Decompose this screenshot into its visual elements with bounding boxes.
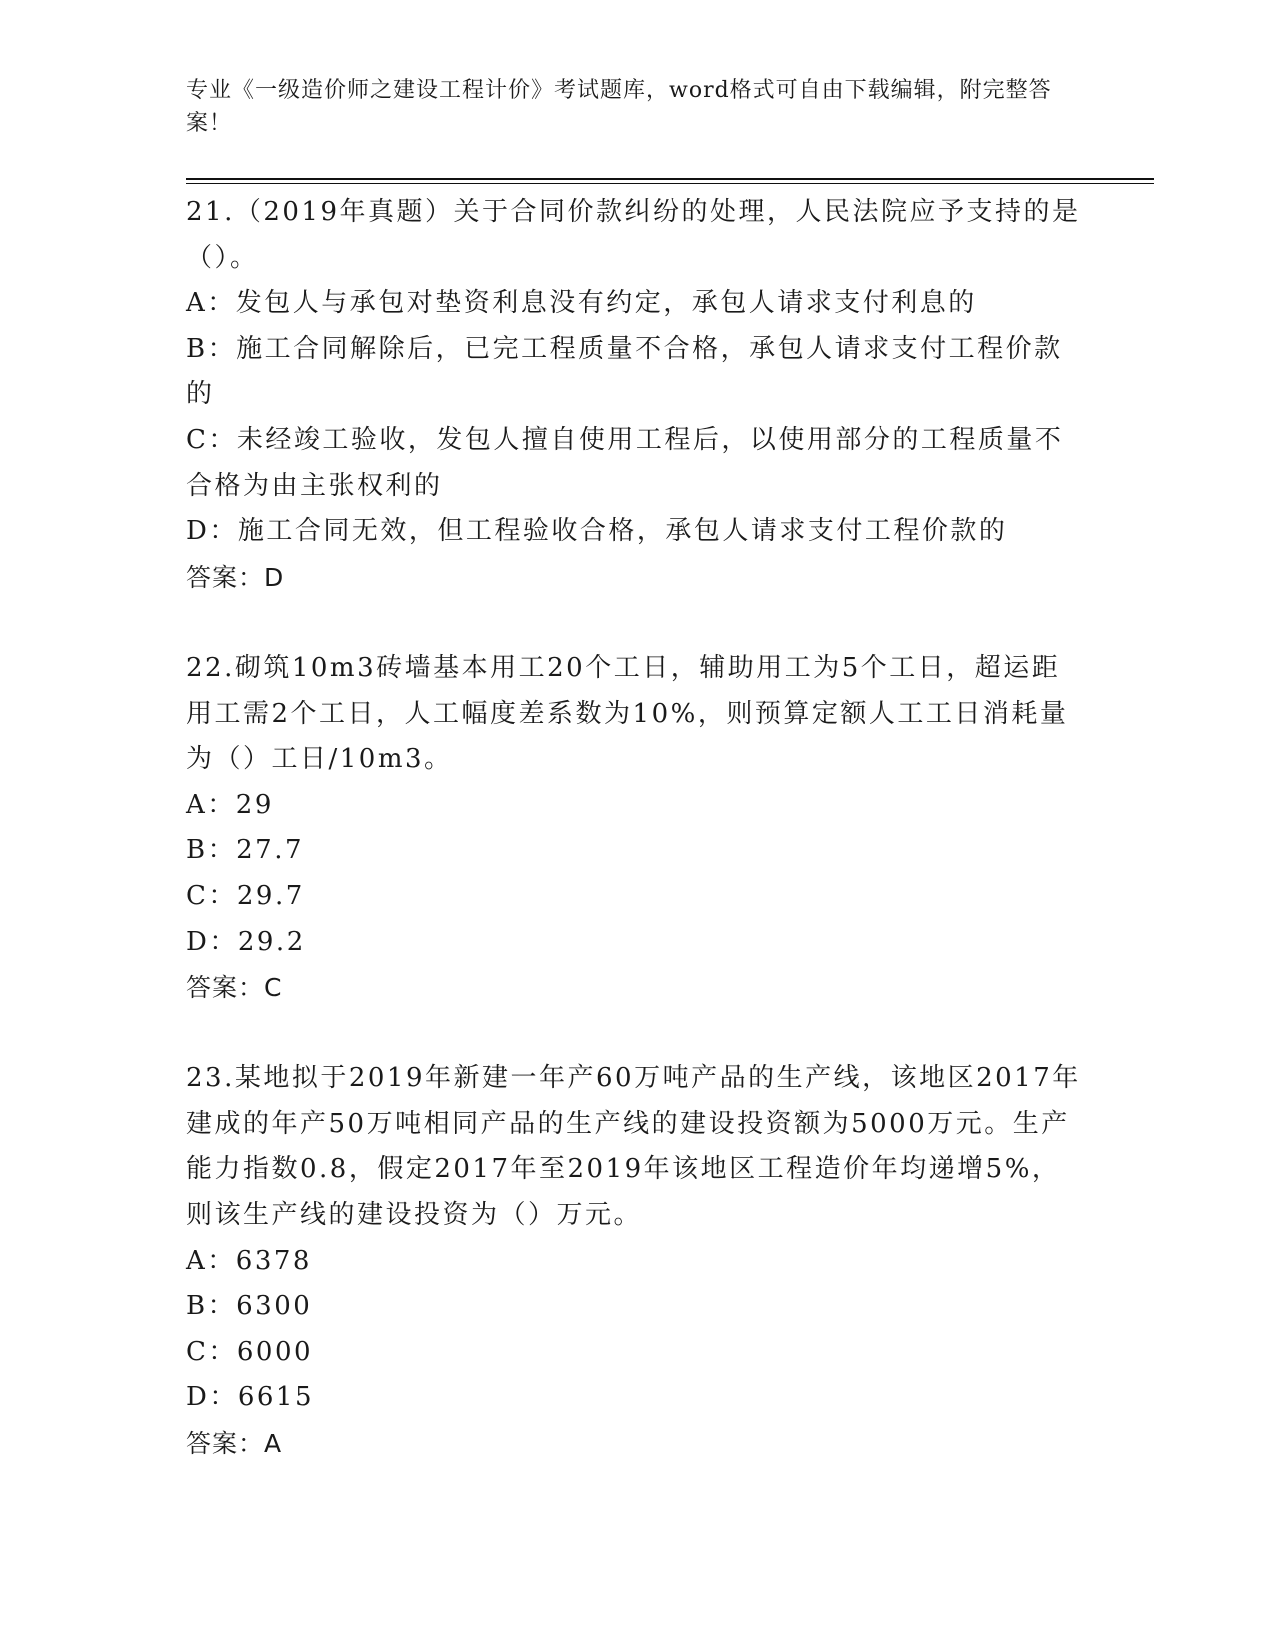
header-divider-thick xyxy=(186,178,1154,180)
option-a: A：发包人与承包对垫资利息没有约定，承包人请求支付利息的 xyxy=(186,288,977,319)
option-a: A：29 xyxy=(186,789,274,820)
answer: 答案：C xyxy=(186,973,283,1003)
question-23 xyxy=(186,1056,1086,1466)
question-stem: 22.砌筑10m3砖墙基本用工20个工日，辅助用工为5个工日，超运距用工需2个工日，人工幅度差系数为10%，则预算定额人工工日消耗量为（）工日/10m3。 xyxy=(186,652,1069,775)
option-d: D：施工合同无效，但工程验收合格，承包人请求支付工程价款的 xyxy=(186,516,1008,547)
option-c: C：未经竣工验收，发包人擅自使用工程后，以使用部分的工程质量不合格为由主张权利的 xyxy=(186,424,1064,501)
question-22 xyxy=(186,646,1086,1011)
option-d: D：29.2 xyxy=(186,926,306,957)
question-21 xyxy=(186,190,1086,600)
question-stem: 21.（2019年真题）关于合同价款纠纷的处理，人民法院应予支持的是（）。 xyxy=(186,197,1081,273)
answer: 答案：D xyxy=(186,562,285,592)
question-list xyxy=(186,190,1086,1467)
option-b: B：施工合同解除后，已完工程质量不合格，承包人请求支付工程价款的 xyxy=(186,333,1063,410)
option-c: C：29.7 xyxy=(186,880,305,911)
option-a: A：6378 xyxy=(186,1245,312,1276)
option-c: C：6000 xyxy=(186,1336,314,1367)
header-divider-thin xyxy=(186,183,1154,184)
answer: 答案：A xyxy=(186,1429,283,1459)
question-stem: 23.某地拟于2019年新建一年产60万吨产品的生产线，该地区2017年建成的年产50万吨相同产品的生产线的建设投资额为5000万元。生产能力指数0.8，假定2017年至2019年该地区工程造价年均递增5%，则该生产线的建设投资为（）万元。 xyxy=(186,1063,1081,1231)
document-header: 专业《一级造价师之建设工程计价》考试题库，word格式可自由下载编辑，附完整答案！ xyxy=(186,78,1052,136)
option-b: B：27.7 xyxy=(186,835,304,866)
question-spacer xyxy=(186,1011,1086,1057)
question-spacer xyxy=(186,600,1086,646)
option-d: D：6615 xyxy=(186,1382,315,1413)
option-b: B：6300 xyxy=(186,1291,313,1322)
